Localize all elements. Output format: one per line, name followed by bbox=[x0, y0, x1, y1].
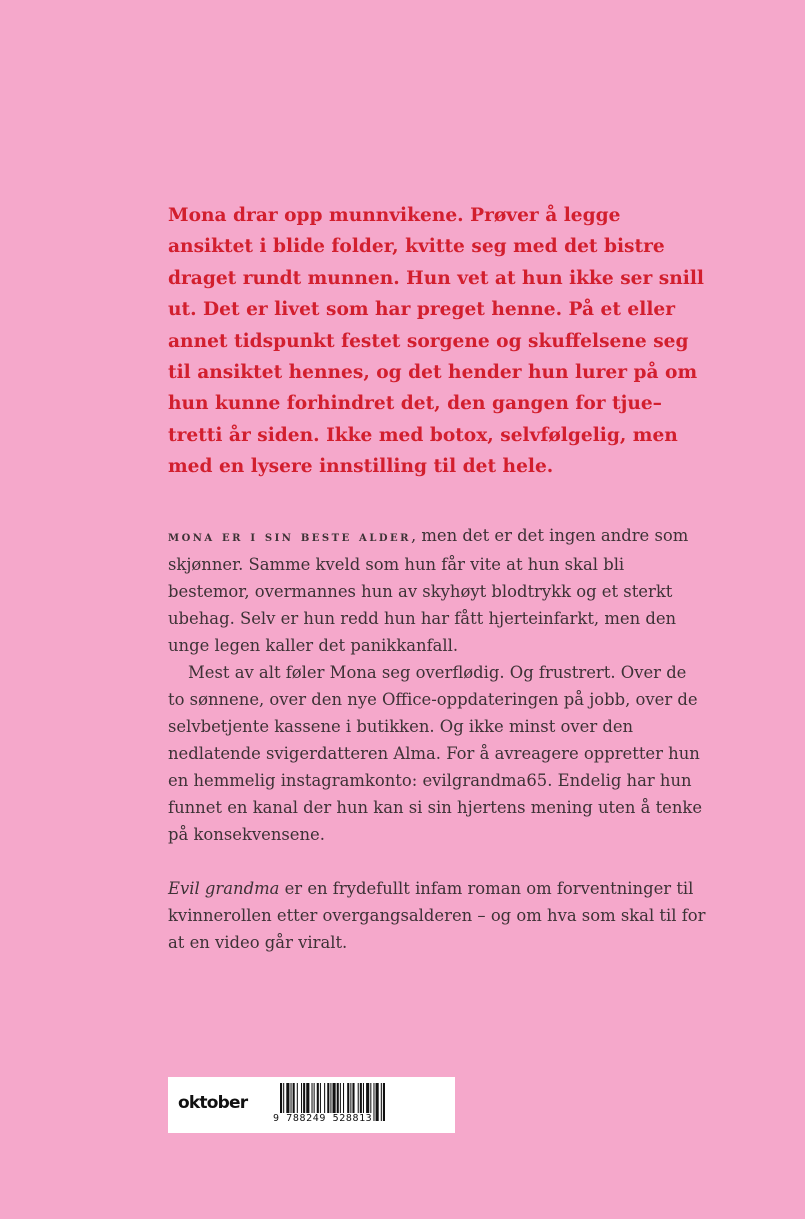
book-title-italic: Evil grandma bbox=[168, 879, 280, 898]
blurb-paragraph-1 bbox=[168, 522, 708, 659]
blurb-paragraph-1-text: , men det er det ingen andre som skjønner. Samme kveld som hun får vite at hun skal bli bestemor, overmannes hun av skyhøyt blodtrykk og et sterkt ubehag. Selv er hun redd hun har fått hjerteinfarkt, men den unge legen kaller det panikkanfall. bbox=[168, 526, 689, 655]
publisher-logo: oktober bbox=[178, 1093, 248, 1113]
excerpt-quote: Mona drar opp munnvikene. Prøver å legge ansiktet i blide folder, kvitte seg med det bistre draget rundt munnen. Hun vet at hun ikke ser snill ut. Det er livet som har preget henne. På et eller annet tidspunkt festet sorgene og skuffelsene seg til ansiktet hennes, og det hender hun lurer på om hun kunne forhindret det, den gangen for tjue–tretti år siden. Ikke med botox, selvfølgelig, men med en lysere innstilling til det hele. bbox=[168, 205, 704, 478]
blurb-lead-smallcaps: mona er i sin beste alder bbox=[168, 529, 411, 545]
barcode-panel bbox=[168, 1077, 455, 1133]
blurb-paragraph-2: Mest av alt føler Mona seg overflødig. Og frustrert. Over de to sønnene, over den nye Office-oppdateringen på jobb, over de selvbetjente kassene i butikken. Og ikke minst over den nedlatende svigerdatteren Alma. For å avreagere oppretter hun en hemmelig instagramkonto: evilgrandma65. Endelig har hun funnet en kanal der hun kan si sin hjertens mening uten å tenke på konsekvensene. bbox=[168, 663, 703, 844]
blurb-paragraph-3-text: er en frydefullt infam roman om forventninger til kvinnerollen etter overgangsalderen – og om hva som skal til for at en video går viralt. bbox=[168, 879, 706, 952]
blurb bbox=[168, 522, 708, 956]
isbn-text: 9 788249 528813 bbox=[273, 1113, 373, 1124]
isbn-number bbox=[272, 1113, 452, 1124]
blurb-paragraph-3 bbox=[168, 875, 708, 956]
